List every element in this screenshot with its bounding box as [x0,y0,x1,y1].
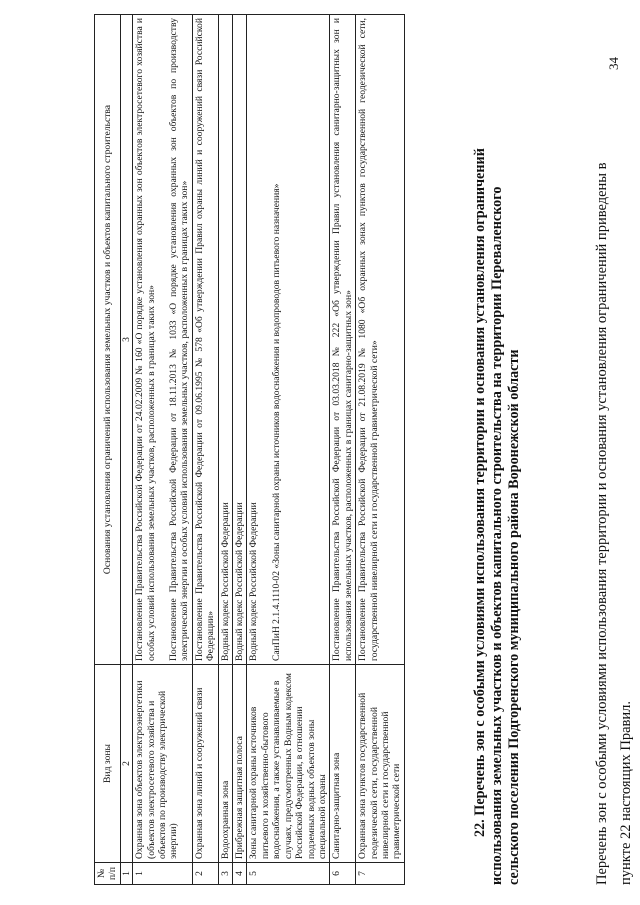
basis-text: Постановление Правительства Российской Федерации от 21.08.2019 № 1080 «Об охранных зонах пунктов государственной геодезической сети, государственной нивелирной сети и государственной гравиметрической сети» [357,18,380,661]
header-zone-type: Вид зоны [95,665,121,863]
intro-paragraph [590,25,638,885]
intro-line-2: пункте 22 настоящих Правил. [618,701,634,885]
basis-text: Постановление Правительства Российской Федерации от 24.02.2009 № 160 «О порядке установления охранных зон объектов электросетевого хозяйства и особых условий использования земельных участков, расположенных в границах таких зон» [134,18,157,661]
row-number: 6 [330,863,356,885]
row-number: 2 [192,863,218,885]
heading-line-2: использования земельных участков и объектов капитального строительства на территории Переваленского [489,186,505,885]
table-row [218,15,232,885]
column-numbers-row [120,15,132,885]
table-row [133,15,193,885]
basis-text: Водный кодекс Российской Федерации [234,502,246,661]
zone-type: Охранная зона пунктов государственной геодезической сети, государственной нивелирной сети и государственной гравиметрической сети [356,665,405,863]
table-row [356,15,405,885]
basis-text: Водный кодекс Российской Федерации [219,502,231,661]
row-number: 7 [356,863,405,885]
table-row [233,15,247,885]
basis-cell [330,15,356,665]
intro-line-1: Перечень зон с особыми условиями использования территории и основания установления ограничений приведены в [594,162,610,885]
column-number-2: 2 [120,665,132,863]
basis-text: СанПиН 2.1.4.1110-02 «Зоны санитарной охраны источников водоснабжения и водопроводов питьевого назначения» [270,183,282,661]
column-number-1: 1 [120,863,132,885]
zone-type: Охранная зона линий и сооружений связи [192,665,218,863]
basis-text: Водный кодекс Российской Федерации [248,502,260,661]
heading-line-1: 22. Перечень зон с особыми условиями использования территории и основания установления ограничений [472,148,488,837]
zone-type: Санитарно-защитная зона [330,665,356,863]
basis-text: Постановление Правительства Российской Федерации от 09.06.1995 № 578 «Об утверждении Правил охраны линий и сооружений связи Российской Федерации» [193,18,217,661]
table-header-row [95,15,121,885]
section-heading [472,10,523,885]
header-basis: Основания установления ограничений использования земельных участков и объектов капитального строительства [95,15,121,665]
header-number: № п/п [95,863,121,885]
row-number: 3 [218,863,232,885]
column-number-3: 3 [120,15,132,665]
table-row [192,15,218,885]
zone-type: Зоны санитарной охраны источников питьевого и хозяйственно-бытового водоснабжения, а также устанавливаемые в случаях, предусмотренных Водным кодексом Российской Федерации, в отношении подземных водных объектов зоны специальной охраны [247,665,330,863]
zone-type: Прибрежная защитная полоса [233,665,247,863]
basis-cell [133,15,193,665]
basis-cell [218,15,232,665]
basis-cell [233,15,247,665]
page-number: 34 [606,57,621,70]
row-number: 1 [133,863,193,885]
zones-table [94,14,405,885]
row-number: 4 [233,863,247,885]
basis-text: Постановление Правительства Российской Федерации от 03.03.2018 № 222 «Об утверждении Правил установления санитарно-защитных зон и использования земельных участков, расположенных в границах санитарно-защитных зон» [331,18,354,661]
table-row [247,15,330,885]
basis-cell [247,15,330,665]
basis-cell [192,15,218,665]
basis-text: Постановление Правительства Российской Федерации от 18.11.2013 № 1033 «О порядке установления охранных зон объектов по производству электрической энергии и особых условий использования земельных участков, расположенных в границах таких зон» [168,18,191,661]
zone-type: Охранная зона объектов электроэнергетики (объектов электросетевого хозяйства и объектов по производству электрической энергии) [133,665,193,863]
heading-line-3: сельского поселения Подгоренского муниципального района Воронежской области [506,349,522,885]
zone-type: Водоохранная зона [218,665,232,863]
row-number: 5 [247,863,330,885]
table-row [330,15,356,885]
basis-cell [356,15,405,665]
